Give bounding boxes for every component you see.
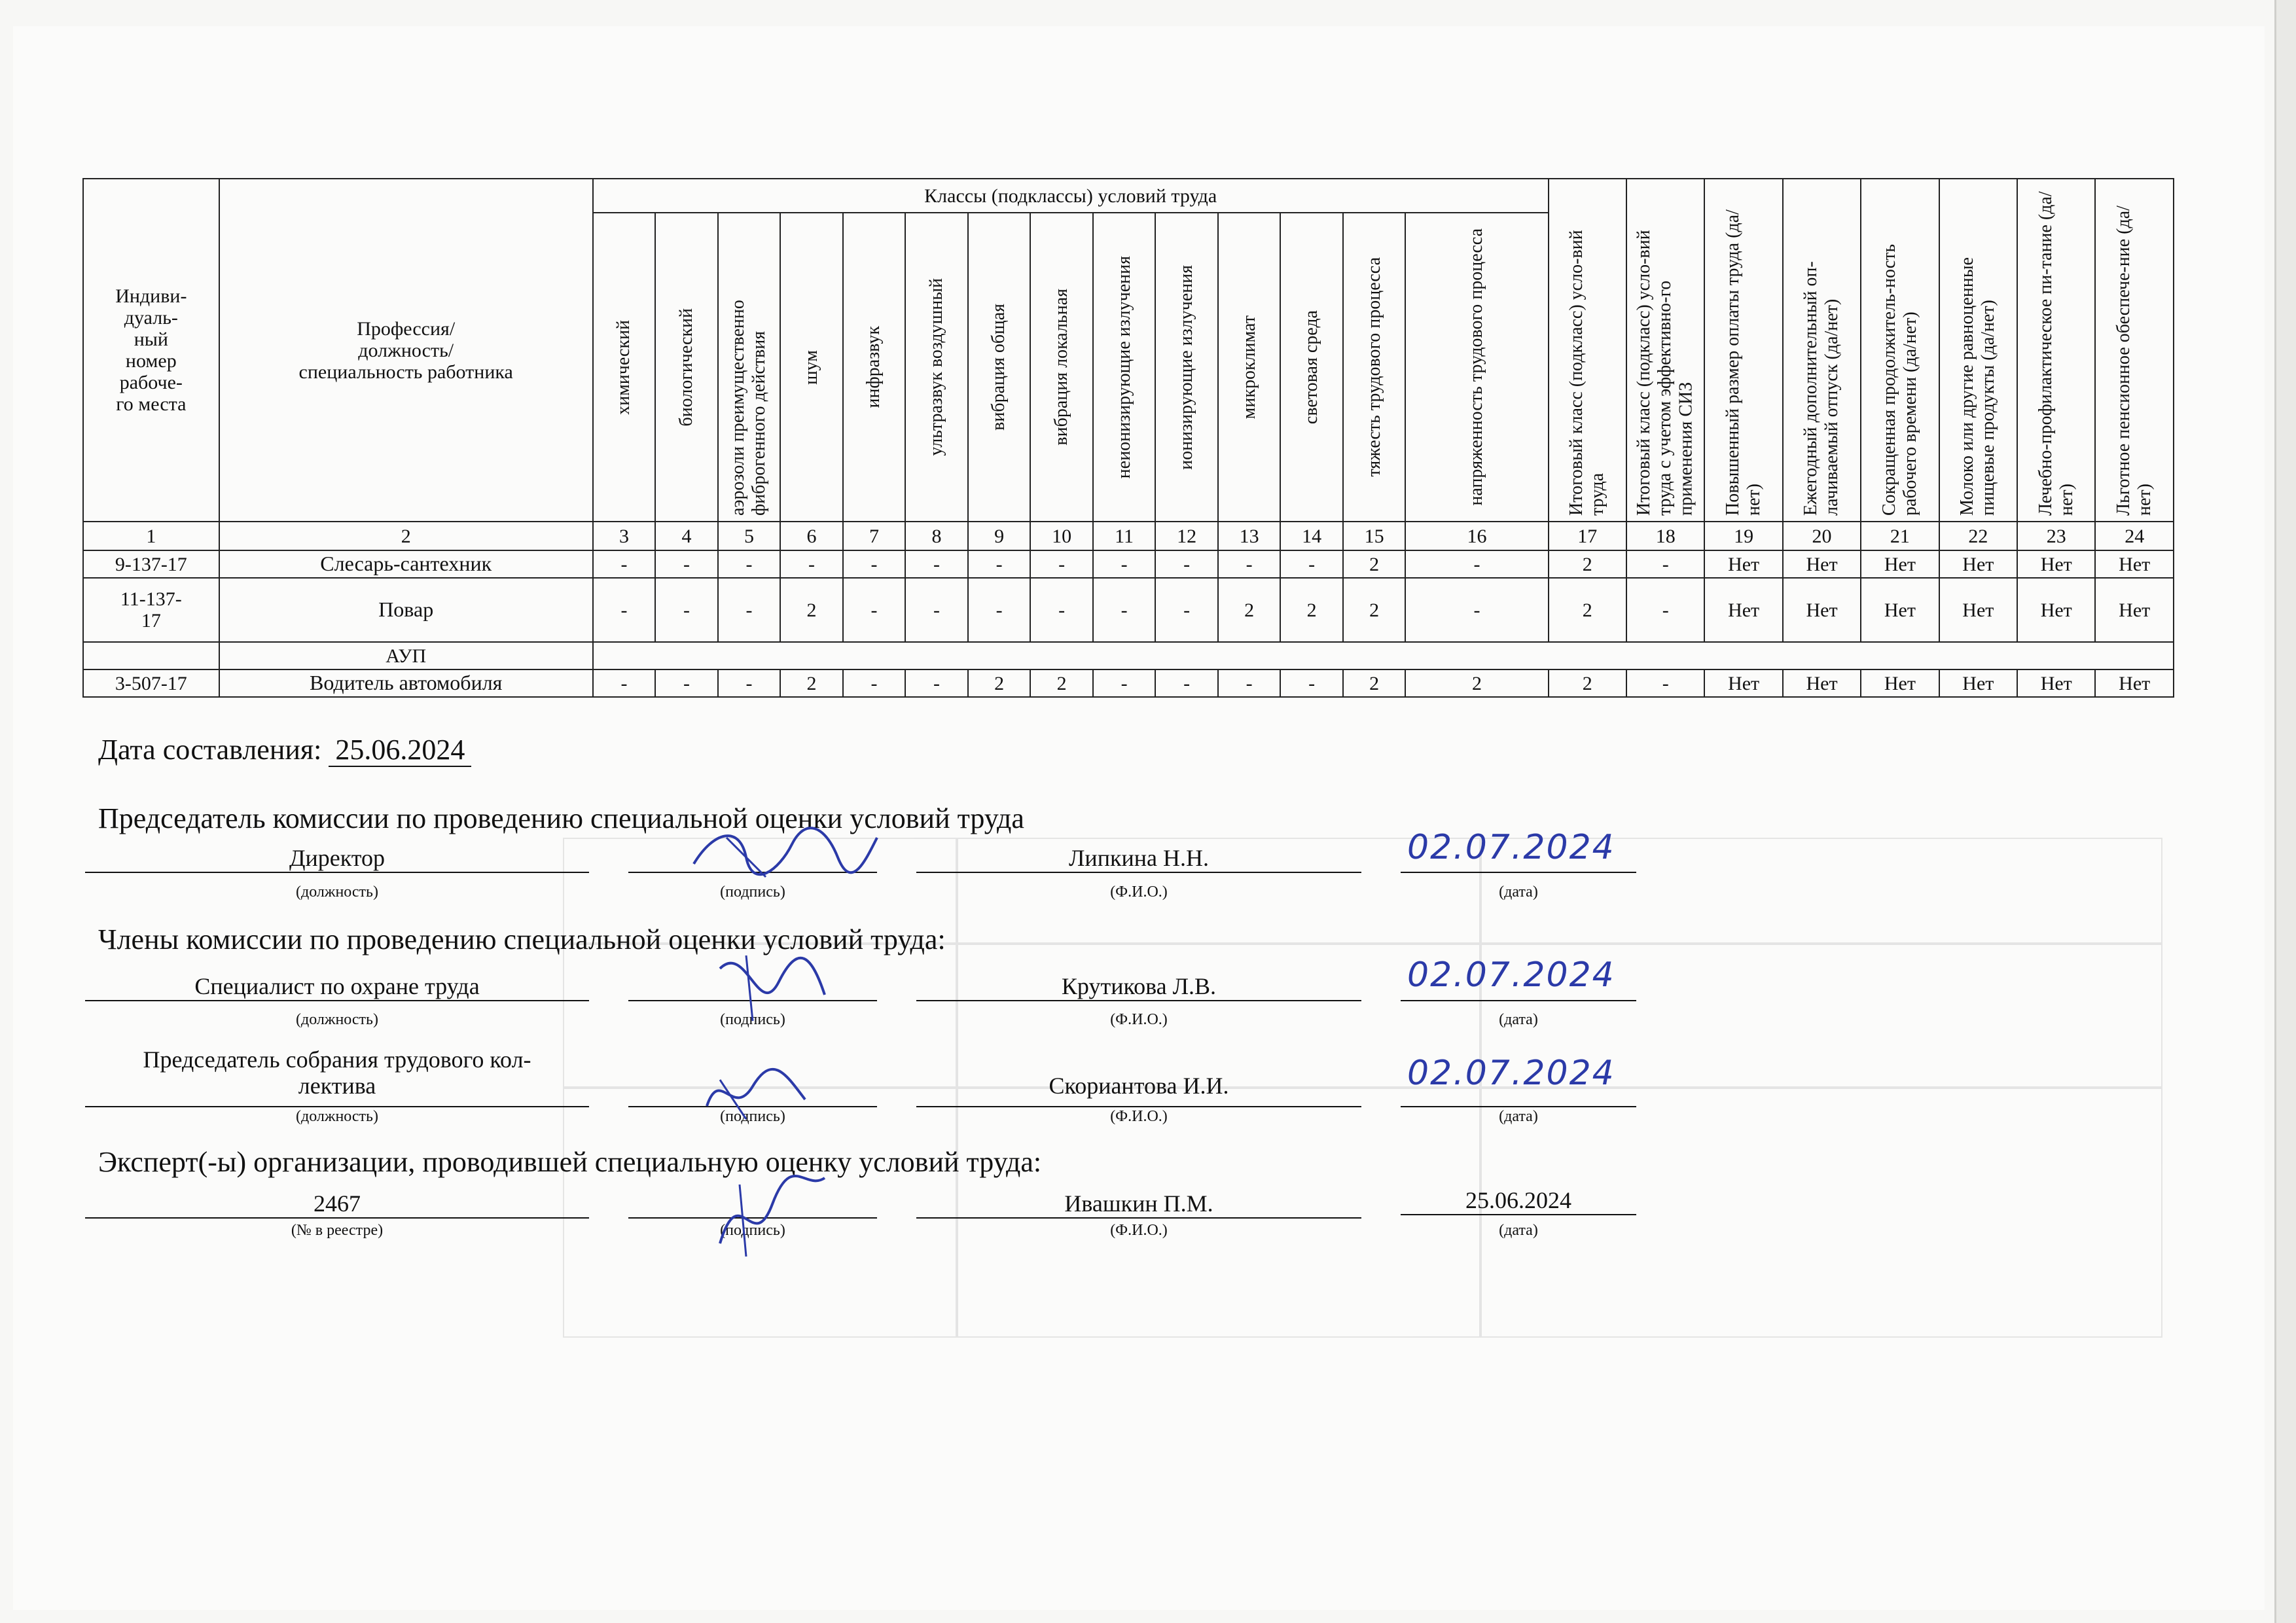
header-summary-3: Повышенный размер оплаты труда (да/нет): [1704, 179, 1782, 522]
workplace-id: 11-137- 17: [83, 578, 219, 642]
table-cell: 2: [1218, 578, 1281, 642]
column-number: 14: [1280, 522, 1343, 550]
member2-position: Председатель собрания трудового кол- лектива: [85, 1047, 589, 1107]
table-cell: Нет: [2017, 669, 2095, 697]
table-cell: Нет: [2095, 578, 2174, 642]
chair-position: Директор: [85, 846, 589, 873]
column-number: 19: [1704, 522, 1782, 550]
column-number: 22: [1939, 522, 2017, 550]
header-factor-10: ионизирующие излучения: [1155, 213, 1218, 522]
table-cell: 2: [968, 669, 1031, 697]
header-factor-2: биологический: [655, 213, 718, 522]
table-cell: -: [1218, 550, 1281, 578]
table-cell: 2: [1549, 578, 1626, 642]
table-cell: -: [1626, 550, 1704, 578]
table-cell: Нет: [1704, 578, 1782, 642]
table-cell: 2: [1405, 669, 1548, 697]
expert-heading: Эксперт(-ы) организации, проводившей специальную оценку условий труда:: [98, 1146, 1042, 1178]
header-summary-1: Итоговый класс (подкласс) усло-вий труда: [1549, 179, 1626, 522]
column-number: 17: [1549, 522, 1626, 550]
header-factor-5: инфразвук: [843, 213, 906, 522]
header-factor-3: аэрозоли преимущественно фиброгенного действия: [718, 213, 781, 522]
column-number: 23: [2017, 522, 2095, 550]
header-factor-8: вибрация локальная: [1030, 213, 1093, 522]
member1-date-handwritten: 02.07.2024: [1407, 955, 1615, 995]
table-cell: -: [1280, 669, 1343, 697]
table-cell: -: [1626, 578, 1704, 642]
table-cell: 2: [780, 578, 843, 642]
header-factor-9: неионизирующие излучения: [1093, 213, 1156, 522]
table-cell: Нет: [1783, 578, 1861, 642]
column-number: 2: [219, 522, 593, 550]
table-cell: -: [655, 550, 718, 578]
section-id-cell: [83, 642, 219, 669]
table-cell: -: [905, 669, 968, 697]
page-edge: [2274, 0, 2296, 1623]
table-cell: -: [1093, 578, 1156, 642]
column-number: 10: [1030, 522, 1093, 550]
table-row: [83, 550, 2174, 578]
chair-fio: Липкина Н.Н.: [916, 846, 1361, 873]
column-number: 12: [1155, 522, 1218, 550]
expert-registry-number: 2467: [85, 1191, 589, 1219]
table-cell: Нет: [1704, 669, 1782, 697]
table-cell: -: [718, 550, 781, 578]
header-factor-1: химический: [593, 213, 656, 522]
table-cell: Нет: [1939, 669, 2017, 697]
header-factor-11: микроклимат: [1218, 213, 1281, 522]
table-cell: -: [1280, 550, 1343, 578]
caption-date: (дата): [1499, 1222, 1538, 1239]
table-cell: -: [593, 578, 656, 642]
profession-cell: Слесарь-сантехник: [219, 550, 593, 578]
table-cell: Нет: [1783, 550, 1861, 578]
member2-signature: [694, 1054, 825, 1126]
header-summary-5: Сокращенная продолжитель-ность рабочего времени (да/нет): [1861, 179, 1939, 522]
column-number: 13: [1218, 522, 1281, 550]
table-cell: 2: [1030, 669, 1093, 697]
expert-signature: [707, 1165, 838, 1263]
table-cell: -: [780, 550, 843, 578]
column-number: 8: [905, 522, 968, 550]
column-number: 18: [1626, 522, 1704, 550]
table-cell: -: [593, 669, 656, 697]
table-cell: 2: [1549, 550, 1626, 578]
table-cell: -: [1218, 669, 1281, 697]
caption-fio: (Ф.И.О.): [1110, 1108, 1168, 1125]
table-cell: Нет: [1939, 578, 2017, 642]
table-cell: Нет: [1939, 550, 2017, 578]
table-cell: -: [843, 578, 906, 642]
column-number: 16: [1405, 522, 1548, 550]
caption-signature: (подпись): [720, 1011, 785, 1028]
table-cell: -: [1155, 669, 1218, 697]
table-cell: -: [1626, 669, 1704, 697]
table-cell: -: [655, 578, 718, 642]
column-number: 6: [780, 522, 843, 550]
table-cell: -: [718, 669, 781, 697]
header-factor-13: тяжесть трудового процесса: [1343, 213, 1406, 522]
column-number: 5: [718, 522, 781, 550]
header-factor-14: напряженность трудового процесса: [1405, 213, 1548, 522]
caption-date: (дата): [1499, 1108, 1538, 1125]
table-cell: -: [1405, 550, 1548, 578]
workplace-id: 3-507-17: [83, 669, 219, 697]
caption-signature: (подпись): [720, 1222, 785, 1239]
header-summary-2: Итоговый класс (подкласс) усло-вий труда с учетом эффективно-го применения СИЗ: [1626, 179, 1704, 522]
table-cell: -: [1093, 669, 1156, 697]
header-factor-4: шум: [780, 213, 843, 522]
table-cell: -: [1405, 578, 1548, 642]
member1-signature: [707, 942, 838, 1027]
chair-signature: [687, 818, 884, 890]
table-cell: -: [905, 550, 968, 578]
table-cell: Нет: [1861, 669, 1939, 697]
table-cell: Нет: [1783, 669, 1861, 697]
workplace-id: 9-137-17: [83, 550, 219, 578]
table-cell: -: [968, 550, 1031, 578]
compile-date-value: 25.06.2024: [329, 734, 471, 767]
table-cell: -: [1030, 550, 1093, 578]
caption-registry: (№ в реестре): [291, 1222, 384, 1239]
column-number: 11: [1093, 522, 1156, 550]
caption-position: (должность): [296, 1011, 378, 1028]
section-label: АУП: [219, 642, 593, 669]
header-factor-6: ультразвук воздушный: [905, 213, 968, 522]
member2-fio: Скориантова И.И.: [916, 1073, 1361, 1107]
table-cell: -: [593, 550, 656, 578]
column-number: 9: [968, 522, 1031, 550]
column-number: 24: [2095, 522, 2174, 550]
conditions-table: [82, 178, 2174, 698]
caption-fio: (Ф.И.О.): [1110, 1011, 1168, 1028]
member1-position: Специалист по охране труда: [85, 974, 589, 1001]
table-cell: Нет: [2095, 550, 2174, 578]
member2-date-handwritten: 02.07.2024: [1407, 1054, 1615, 1093]
table-cell: -: [905, 578, 968, 642]
header-summary-4: Ежегодный дополнительный оп-лачиваемый отпуск (да/нет): [1783, 179, 1861, 522]
caption-signature: (подпись): [720, 883, 785, 901]
table-cell: 2: [1343, 669, 1406, 697]
header-classes: Классы (подклассы) условий труда: [593, 179, 1549, 213]
table-row: [83, 669, 2174, 697]
column-number: 3: [593, 522, 656, 550]
chair-heading: Председатель комиссии по проведению специальной оценки условий труда: [98, 802, 1024, 834]
column-number: 4: [655, 522, 718, 550]
profession-cell: Повар: [219, 578, 593, 642]
header-summary-6: Молоко или другие равноценные пищевые продукты (да/нет): [1939, 179, 2017, 522]
table-row: [83, 578, 2174, 642]
column-number: 1: [83, 522, 219, 550]
column-number: 15: [1343, 522, 1406, 550]
table-cell: 2: [1343, 550, 1406, 578]
profession-cell: Водитель автомобиля: [219, 669, 593, 697]
table-cell: -: [843, 550, 906, 578]
chair-date-handwritten: 02.07.2024: [1407, 828, 1615, 867]
table-cell: -: [968, 578, 1031, 642]
expert-date: 25.06.2024: [1401, 1188, 1636, 1215]
caption-signature: (подпись): [720, 1108, 785, 1125]
expert-fio: Ивашкин П.М.: [916, 1191, 1361, 1219]
column-number: 20: [1783, 522, 1861, 550]
table-cell: Нет: [2017, 550, 2095, 578]
table-cell: Нет: [1861, 550, 1939, 578]
caption-position: (должность): [296, 1108, 378, 1125]
caption-position: (должность): [296, 883, 378, 901]
compile-date-label: Дата составления:: [98, 734, 322, 766]
section-filler: [593, 642, 2174, 669]
table-cell: Нет: [2017, 578, 2095, 642]
header-factor-7: вибрация общая: [968, 213, 1031, 522]
header-summary-7: Лечебно-профилактическое пи-тание (да/нет): [2017, 179, 2095, 522]
table-cell: Нет: [2095, 669, 2174, 697]
header-profession: Профессия/ должность/ специальность работника: [219, 179, 593, 522]
table-cell: 2: [1343, 578, 1406, 642]
table-cell: -: [1155, 550, 1218, 578]
column-number: 21: [1861, 522, 1939, 550]
header-factor-12: световая среда: [1280, 213, 1343, 522]
table-cell: 2: [1280, 578, 1343, 642]
table-cell: -: [843, 669, 906, 697]
table-cell: -: [1030, 578, 1093, 642]
caption-date: (дата): [1499, 883, 1538, 901]
column-number: 7: [843, 522, 906, 550]
table-cell: Нет: [1704, 550, 1782, 578]
table-cell: -: [1155, 578, 1218, 642]
caption-fio: (Ф.И.О.): [1110, 883, 1168, 901]
member1-fio: Крутикова Л.В.: [916, 974, 1361, 1001]
table-cell: Нет: [1861, 578, 1939, 642]
caption-date: (дата): [1499, 1011, 1538, 1028]
compile-date: [98, 733, 471, 766]
table-cell: 2: [1549, 669, 1626, 697]
table-cell: 2: [780, 669, 843, 697]
header-workplace-id: Индиви- дуаль- ный номер рабоче- го места: [83, 179, 219, 522]
table-cell: -: [655, 669, 718, 697]
table-cell: -: [1093, 550, 1156, 578]
caption-fio: (Ф.И.О.): [1110, 1222, 1168, 1239]
members-heading: Члены комиссии по проведению специальной оценки условий труда:: [98, 923, 946, 955]
table-cell: -: [718, 578, 781, 642]
header-summary-8: Льготное пенсионное обеспече-ние (да/нет): [2095, 179, 2174, 522]
